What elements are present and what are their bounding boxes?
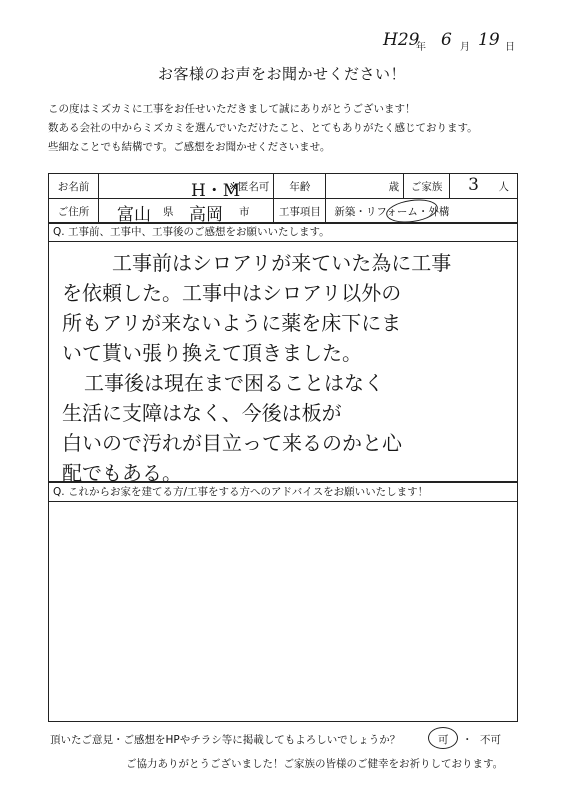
answer-1-text: [62, 248, 512, 488]
answer-1-line: 工事前はシロアリが来ていた為に工事: [112, 251, 452, 275]
anonymous-ok-note: ※匿名可: [229, 181, 270, 193]
family-label: ご家族: [404, 174, 450, 199]
consent-yes[interactable]: 可: [438, 734, 449, 746]
age-unit[interactable]: 歳: [326, 174, 404, 199]
question-1: Q. 工事前、工事中、工事後のご感想をお願いいたします。: [48, 222, 518, 242]
prefecture-value[interactable]: 富山: [116, 205, 151, 225]
date: [383, 30, 523, 56]
intro-line-3: 些細なことでも結構です。ご感想をお聞かせくださいませ。: [48, 141, 331, 153]
answer-2-box[interactable]: [48, 502, 518, 722]
work-item-options[interactable]: 新築・リフォーム・外構: [334, 206, 450, 218]
answer-1-line: 生活に支障はなく、今後は板が: [62, 401, 342, 425]
date-day: 19: [478, 30, 500, 50]
work-item-label: 工事項目: [274, 199, 326, 224]
date-year-unit: 年: [416, 42, 426, 53]
name-value[interactable]: H・M: [190, 181, 241, 201]
city-value[interactable]: 高岡: [188, 205, 223, 225]
date-month: 6: [441, 30, 452, 50]
date-era-year: H29: [383, 30, 420, 50]
page-title: お客様のお声をお聞かせください！: [157, 65, 406, 83]
family-unit: 人: [498, 181, 509, 193]
family-count-value[interactable]: 3: [468, 175, 479, 195]
consent-separator: ・: [462, 734, 473, 746]
answer-1-line: いて貰い張り換えて頂きました。: [62, 341, 362, 365]
age-label: 年齢: [274, 174, 326, 199]
consent-question: 頂いたご意見・ご感想をHPやチラシ等に掲載してもよろしいでしょうか？: [50, 734, 401, 746]
date-month-unit: 月: [460, 42, 470, 53]
consent-yes-circle: [428, 727, 458, 749]
city-unit: 市: [238, 206, 250, 218]
name-label: お名前: [49, 174, 99, 199]
answer-1-line: 工事後は現在まで困ることはなく: [84, 371, 384, 395]
customer-info-table: [48, 173, 518, 224]
intro-line-1: この度はミズカミに工事をお任せいただきまして誠にありがとうございます！: [48, 103, 416, 115]
answer-1-line: 所もアリが来ないように薬を床下にま: [62, 311, 402, 335]
prefecture-unit: 県: [162, 206, 174, 218]
answer-1-line: を依頼した。工事中はシロアリ以外の: [62, 281, 402, 305]
address-label: ご住所: [49, 199, 99, 224]
question-2: Q. これからお家を建てる方/工事をする方へのアドバイスをお願いいたします！: [48, 482, 518, 502]
consent-no[interactable]: 不可: [480, 734, 501, 746]
answer-1-line: 白いので汚れが目立って来るのかと心: [62, 431, 402, 455]
intro-line-2: 数ある会社の中からミズカミを選んでいただけたこと、とてもありがたく感じております。: [48, 122, 478, 134]
date-day-unit: 日: [505, 42, 515, 53]
answer-1-line: 配でもある。: [62, 461, 182, 485]
closing-message: ご協力ありがとうございました！ご家族の皆様のご健幸をお祈りしております。: [126, 758, 504, 770]
